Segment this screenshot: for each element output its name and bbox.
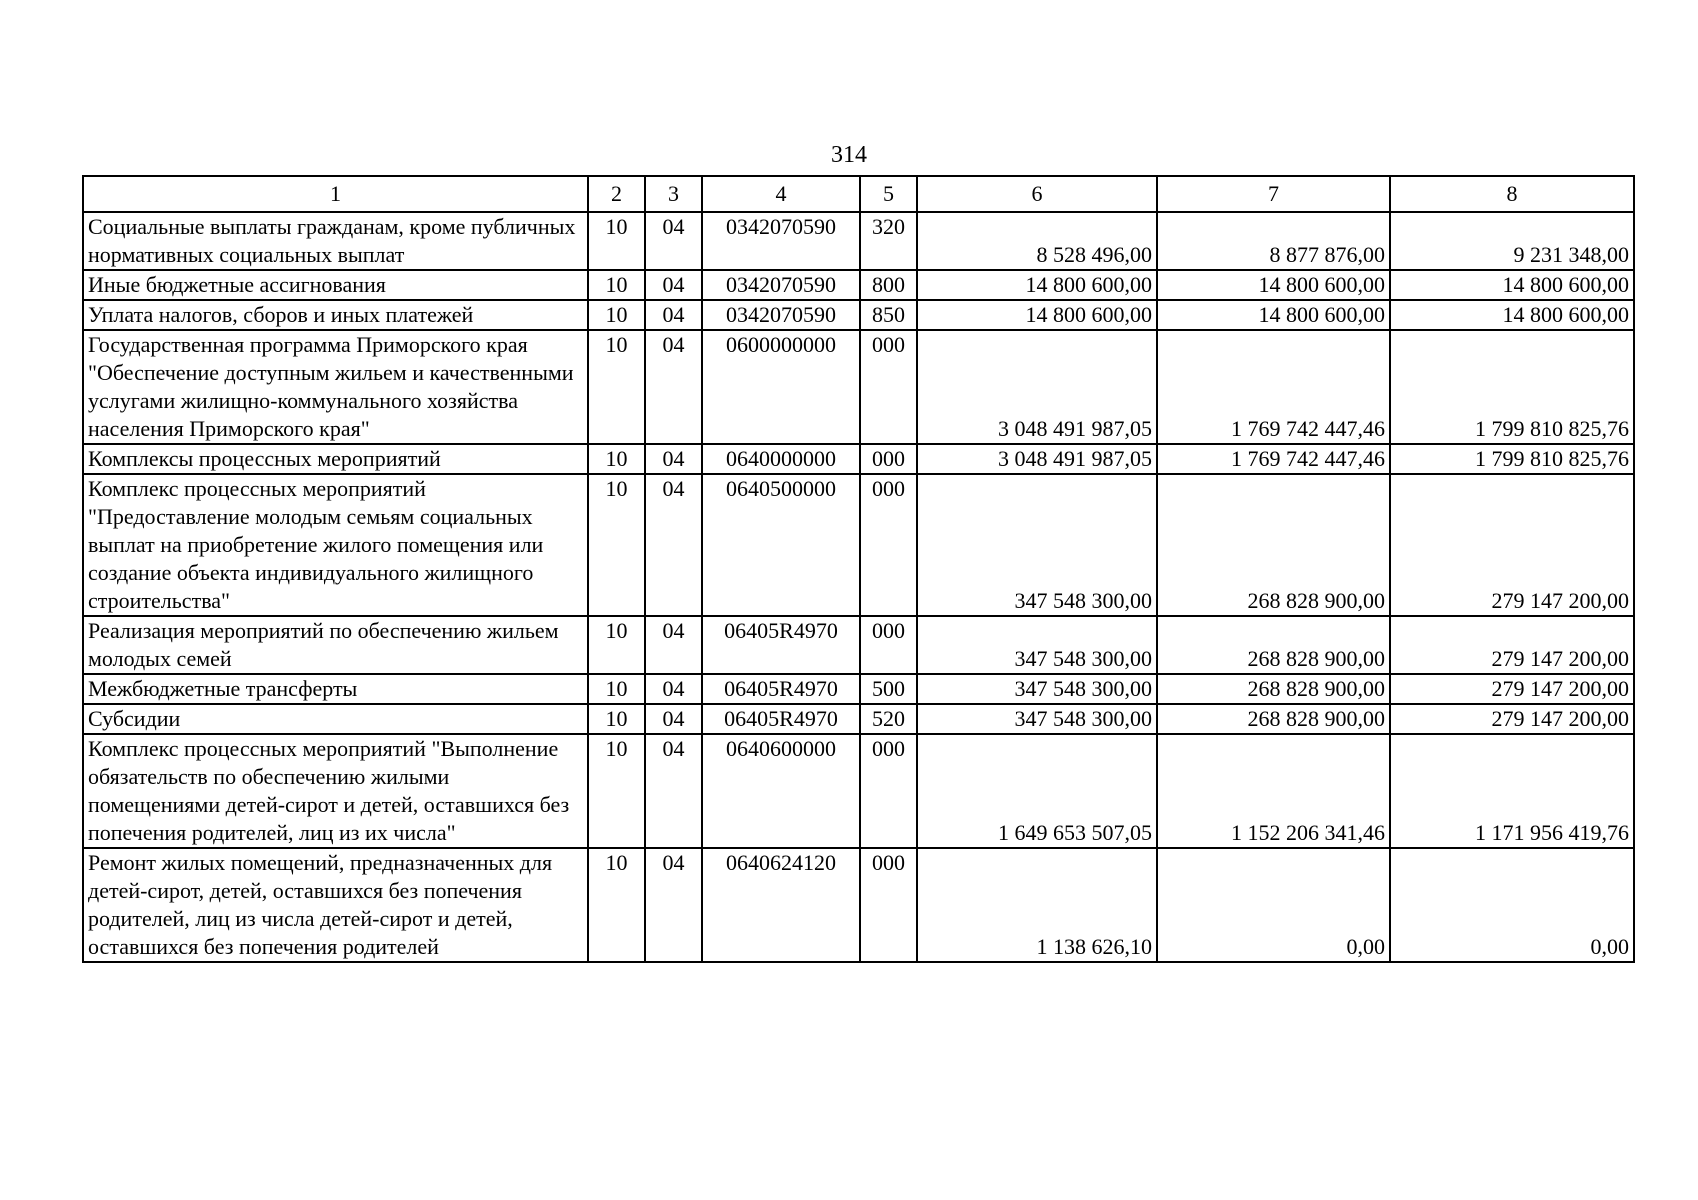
target-article-code: 0342070590 <box>702 270 860 300</box>
amount-year-1: 3 048 491 987,05 <box>917 444 1157 474</box>
amount-year-1: 8 528 496,00 <box>917 212 1157 270</box>
subsection-code: 04 <box>645 444 702 474</box>
subsection-code: 04 <box>645 704 702 734</box>
target-article-code: 0640000000 <box>702 444 860 474</box>
expense-type-code: 000 <box>860 444 917 474</box>
expense-type-code: 850 <box>860 300 917 330</box>
row-name: Иные бюджетные ассигнования <box>83 270 588 300</box>
section-code: 10 <box>588 300 645 330</box>
amount-year-3: 1 171 956 419,76 <box>1390 734 1634 848</box>
table-row <box>83 474 1634 616</box>
row-name: Комплекс процессных мероприятий "Предоставление молодым семьям социальных выплат на приобретение жилого помещения или создание объекта индивидуального жилищного строительства" <box>83 474 588 616</box>
expense-type-code: 000 <box>860 734 917 848</box>
section-code: 10 <box>588 704 645 734</box>
budget-table <box>82 175 1635 963</box>
column-header: 2 <box>588 176 645 212</box>
target-article-code: 06405R4970 <box>702 704 860 734</box>
amount-year-1: 347 548 300,00 <box>917 674 1157 704</box>
table-row <box>83 330 1634 444</box>
amount-year-2: 0,00 <box>1157 848 1390 962</box>
amount-year-3: 1 799 810 825,76 <box>1390 330 1634 444</box>
expense-type-code: 320 <box>860 212 917 270</box>
row-name: Межбюджетные трансферты <box>83 674 588 704</box>
column-header: 1 <box>83 176 588 212</box>
amount-year-3: 279 147 200,00 <box>1390 704 1634 734</box>
amount-year-1: 347 548 300,00 <box>917 704 1157 734</box>
section-code: 10 <box>588 848 645 962</box>
section-code: 10 <box>588 734 645 848</box>
table-row <box>83 444 1634 474</box>
subsection-code: 04 <box>645 300 702 330</box>
row-name: Субсидии <box>83 704 588 734</box>
amount-year-2: 268 828 900,00 <box>1157 674 1390 704</box>
amount-year-2: 268 828 900,00 <box>1157 474 1390 616</box>
amount-year-1: 14 800 600,00 <box>917 270 1157 300</box>
amount-year-1: 1 649 653 507,05 <box>917 734 1157 848</box>
table-row <box>83 616 1634 674</box>
expense-type-code: 000 <box>860 848 917 962</box>
section-code: 10 <box>588 270 645 300</box>
row-name: Социальные выплаты гражданам, кроме публичных нормативных социальных выплат <box>83 212 588 270</box>
row-name: Комплекс процессных мероприятий "Выполнение обязательств по обеспечению жилыми помещениями детей-сирот и детей, оставшихся без попечения родителей, лиц из их числа" <box>83 734 588 848</box>
column-header: 4 <box>702 176 860 212</box>
expense-type-code: 500 <box>860 674 917 704</box>
expense-type-code: 000 <box>860 330 917 444</box>
section-code: 10 <box>588 474 645 616</box>
amount-year-1: 14 800 600,00 <box>917 300 1157 330</box>
amount-year-3: 14 800 600,00 <box>1390 270 1634 300</box>
amount-year-2: 1 769 742 447,46 <box>1157 444 1390 474</box>
amount-year-1: 3 048 491 987,05 <box>917 330 1157 444</box>
page-number: 314 <box>831 142 867 168</box>
amount-year-1: 347 548 300,00 <box>917 474 1157 616</box>
amount-year-1: 347 548 300,00 <box>917 616 1157 674</box>
amount-year-2: 14 800 600,00 <box>1157 300 1390 330</box>
amount-year-3: 1 799 810 825,76 <box>1390 444 1634 474</box>
section-code: 10 <box>588 212 645 270</box>
target-article-code: 0342070590 <box>702 212 860 270</box>
row-name: Государственная программа Приморского края "Обеспечение доступным жильем и качественными услугами жилищно-коммунального хозяйства населения Приморского края" <box>83 330 588 444</box>
target-article-code: 06405R4970 <box>702 616 860 674</box>
target-article-code: 0640600000 <box>702 734 860 848</box>
subsection-code: 04 <box>645 270 702 300</box>
amount-year-2: 1 769 742 447,46 <box>1157 330 1390 444</box>
amount-year-3: 0,00 <box>1390 848 1634 962</box>
table-row <box>83 734 1634 848</box>
section-code: 10 <box>588 444 645 474</box>
target-article-code: 0342070590 <box>702 300 860 330</box>
amount-year-1: 1 138 626,10 <box>917 848 1157 962</box>
amount-year-2: 268 828 900,00 <box>1157 616 1390 674</box>
row-name: Реализация мероприятий по обеспечению жильем молодых семей <box>83 616 588 674</box>
section-code: 10 <box>588 674 645 704</box>
row-name: Уплата налогов, сборов и иных платежей <box>83 300 588 330</box>
amount-year-2: 268 828 900,00 <box>1157 704 1390 734</box>
amount-year-2: 8 877 876,00 <box>1157 212 1390 270</box>
amount-year-2: 14 800 600,00 <box>1157 270 1390 300</box>
amount-year-2: 1 152 206 341,46 <box>1157 734 1390 848</box>
amount-year-3: 279 147 200,00 <box>1390 616 1634 674</box>
amount-year-3: 14 800 600,00 <box>1390 300 1634 330</box>
column-number-row <box>83 176 1634 212</box>
subsection-code: 04 <box>645 212 702 270</box>
expense-type-code: 000 <box>860 474 917 616</box>
column-header: 7 <box>1157 176 1390 212</box>
table-row <box>83 704 1634 734</box>
expense-type-code: 520 <box>860 704 917 734</box>
expense-type-code: 000 <box>860 616 917 674</box>
row-name: Комплексы процессных мероприятий <box>83 444 588 474</box>
target-article-code: 06405R4970 <box>702 674 860 704</box>
amount-year-3: 9 231 348,00 <box>1390 212 1634 270</box>
amount-year-3: 279 147 200,00 <box>1390 474 1634 616</box>
amount-year-3: 279 147 200,00 <box>1390 674 1634 704</box>
subsection-code: 04 <box>645 474 702 616</box>
subsection-code: 04 <box>645 616 702 674</box>
subsection-code: 04 <box>645 674 702 704</box>
table-row <box>83 270 1634 300</box>
table-row <box>83 674 1634 704</box>
row-name: Ремонт жилых помещений, предназначенных для детей-сирот, детей, оставшихся без попечения родителей, лиц из числа детей-сирот и детей, оставшихся без попечения родителей <box>83 848 588 962</box>
target-article-code: 0640500000 <box>702 474 860 616</box>
column-header: 6 <box>917 176 1157 212</box>
target-article-code: 0600000000 <box>702 330 860 444</box>
table-row <box>83 212 1634 270</box>
subsection-code: 04 <box>645 734 702 848</box>
table-row <box>83 300 1634 330</box>
expense-type-code: 800 <box>860 270 917 300</box>
section-code: 10 <box>588 330 645 444</box>
column-header: 5 <box>860 176 917 212</box>
section-code: 10 <box>588 616 645 674</box>
column-header: 8 <box>1390 176 1634 212</box>
subsection-code: 04 <box>645 848 702 962</box>
table-row <box>83 848 1634 962</box>
target-article-code: 0640624120 <box>702 848 860 962</box>
column-header: 3 <box>645 176 702 212</box>
subsection-code: 04 <box>645 330 702 444</box>
